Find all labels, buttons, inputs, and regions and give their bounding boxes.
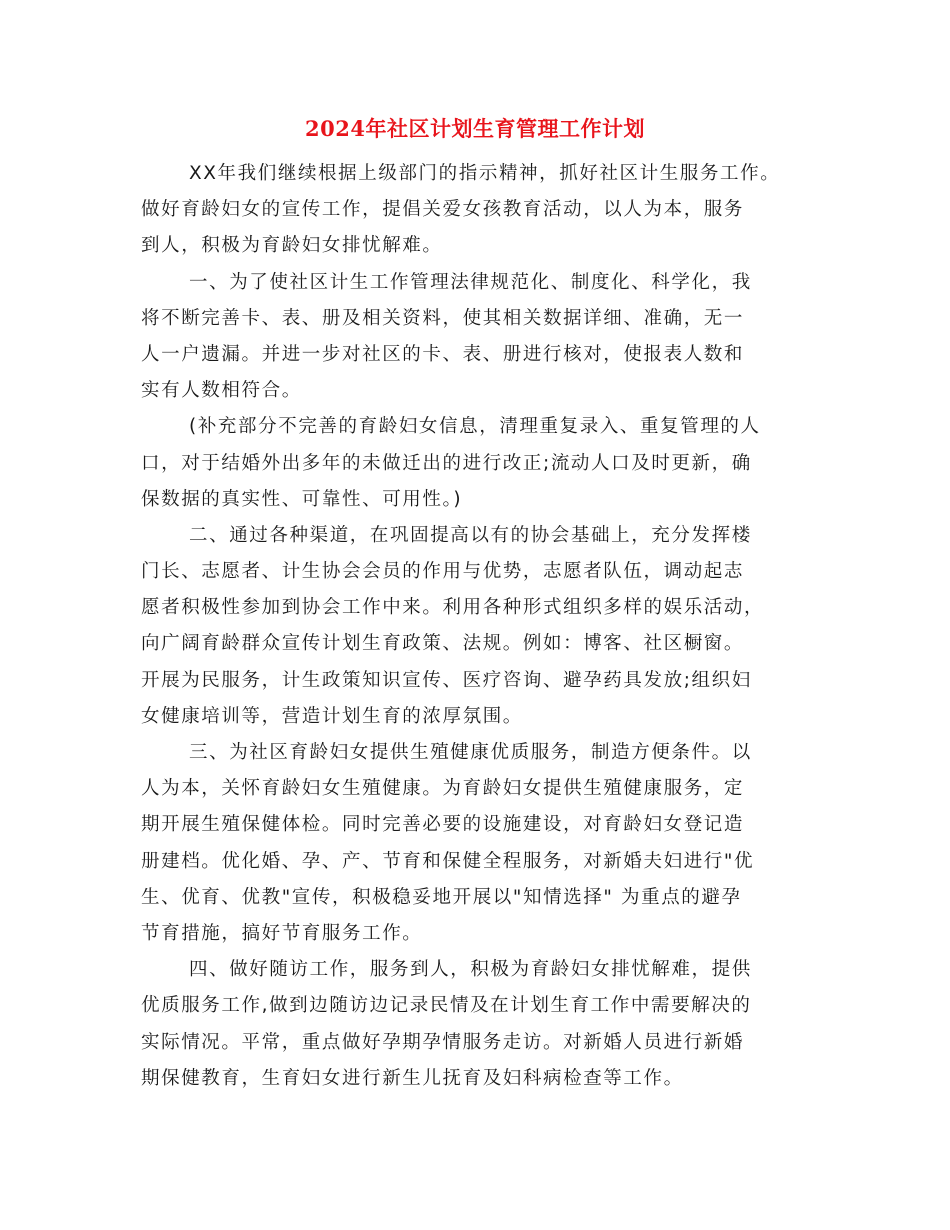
paragraph-line: 三、为社区育龄妇女提供生殖健康优质服务，制造方便条件。以 xyxy=(189,742,752,763)
paragraph-line: 门长、志愿者、计生协会会员的作用与优势，志愿者队伍，调动起志 xyxy=(141,561,745,583)
paragraph-line: 人一户遗漏。并进一步对社区的卡、表、册进行核对，使报表人数和 xyxy=(141,343,745,365)
paragraph-line: 二、通过各种渠道，在巩固提高以有的协会基础上，充分发挥楼 xyxy=(189,524,752,546)
document-title: 2024年社区计划生育管理工作计划 xyxy=(305,116,645,141)
paragraph-line: 四、做好随访工作，服务到人，积极为育龄妇女排忧解难，提供 xyxy=(189,959,752,981)
paragraph-line: 口，对于结婚外出多年的未做迁出的进行改正;流动人口及时更新，确 xyxy=(141,452,752,474)
paragraph-line: 愿者积极性参加到协会工作中来。利用各种形式组织多样的娱乐活动， xyxy=(141,597,765,619)
paragraph-line: 到人，积极为育龄妇女排忧解难。 xyxy=(141,235,443,257)
paragraph-line: 将不断完善卡、表、册及相关资料，使其相关数据详细、准确，无一 xyxy=(141,307,745,329)
paragraph-section-2 xyxy=(141,518,821,735)
paragraph-section-3 xyxy=(141,735,821,952)
paragraph-line: 开展为民服务，计生政策知识宣传、医疗咨询、避孕药具发放;组织妇 xyxy=(141,669,752,691)
document-body xyxy=(141,156,821,1097)
paragraph-line: 实际情况。平常，重点做好孕期孕情服务走访。对新婚人员进行新婚 xyxy=(141,1031,745,1053)
paragraph-line: (补充部分不完善的育龄妇女信息，清理重复录入、重复管理的人 xyxy=(189,416,761,438)
paragraph-line: 期开展生殖保健体检。同时完善必要的设施建设，对育龄妇女登记造 xyxy=(141,814,745,836)
paragraph-line: 生、优育、优教"宣传，积极稳妥地开展以"知情选择" 为重点的避孕 xyxy=(141,886,742,908)
paragraph-line: 实有人数相符合。 xyxy=(141,380,302,402)
paragraph-line: 保数据的真实性、可靠性、可用性。) xyxy=(141,488,463,510)
paragraph-intro xyxy=(141,156,821,265)
paragraph-section-1 xyxy=(141,265,821,410)
paragraph-supplement xyxy=(141,409,821,518)
paragraph-line: 女健康培训等，营造计划生育的浓厚氛围。 xyxy=(141,705,523,727)
paragraph-line: 一、为了使社区计生工作管理法律规范化、制度化、科学化，我 xyxy=(189,271,752,293)
paragraph-line: 节育措施，搞好节育服务工作。 xyxy=(141,922,423,944)
paragraph-line: 向广阔育龄群众宣传计划生育政策、法规。例如：博客、社区橱窗。 xyxy=(141,633,745,655)
paragraph-line: 期保健教育，生育妇女进行新生儿抚育及妇科病检查等工作。 xyxy=(141,1067,684,1089)
paragraph-line: XX年我们继续根据上级部门的指示精神，抓好社区计生服务工作。 xyxy=(189,163,781,184)
paragraph-line: 人为本，关怀育龄妇女生殖健康。为育龄妇女提供生殖健康服务，定 xyxy=(141,778,745,800)
paragraph-line: 册建档。优化婚、孕、产、节育和保健全程服务，对新婚夫妇进行"优 xyxy=(141,850,755,872)
paragraph-line: 优质服务工作,做到边随访边记录民情及在计划生育工作中需要解决的 xyxy=(141,995,752,1017)
paragraph-line: 做好育龄妇女的宣传工作，提倡关爱女孩教育活动，以人为本，服务 xyxy=(141,199,745,221)
paragraph-section-4 xyxy=(141,952,821,1097)
